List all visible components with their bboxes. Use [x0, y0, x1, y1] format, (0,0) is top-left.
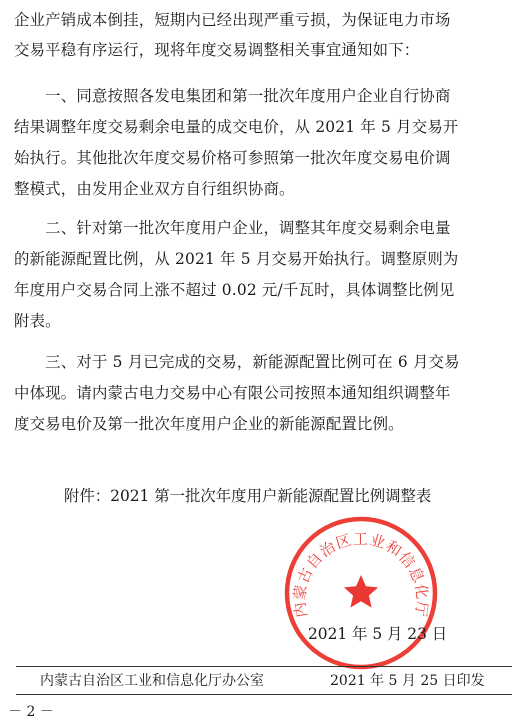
body-line: 的新能源配置比例，从 2021 年 5 月交易开始执行。调整原则为	[14, 250, 459, 268]
body-line: 中体现。请内蒙古电力交易中心有限公司按照本通知组织调整年	[14, 384, 451, 402]
svg-text:内蒙古自治区工业和信息化厅: 内蒙古自治区工业和信息化厅	[290, 530, 432, 619]
official-seal	[282, 514, 440, 672]
body-line: 附表。	[14, 312, 61, 330]
body-line: 三、对于 5 月已完成的交易，新能源配置比例可在 6 月交易	[14, 353, 460, 371]
body-line: 年度用户交易合同上涨不超过 0.02 元/千瓦时，具体调整比例见	[14, 281, 455, 299]
body-line: 始执行。其他批次年度交易价格可参照第一批次年度交易电价调	[14, 149, 451, 167]
footer-rule-bottom	[16, 694, 512, 695]
print-date: 2021 年 5 月 25 日印发	[330, 673, 485, 689]
body-line: 度交易电价及第一批次年度用户企业的新能源配置比例。	[14, 415, 404, 433]
body-line: 整模式，由发用企业双方自行组织协商。	[14, 180, 295, 198]
seal-star-icon	[344, 575, 378, 608]
body-line: 交易平稳有序运行，现将年度交易调整相关事宜通知如下：	[14, 41, 420, 59]
attachment-note: 附件：2021 第一批次年度用户新能源配置比例调整表	[64, 487, 432, 505]
body-line: 一、同意按照各发电集团和第一批次年度用户企业自行协商	[14, 87, 451, 105]
body-line: 结果调整年度交易剩余电量的成交电价，从 2021 年 5 月交易开	[14, 118, 459, 136]
signature-date: 2021 年 5 月 23 日	[308, 625, 448, 643]
body-line: 二、针对第一批次年度用户企业，调整其年度交易剩余电量	[14, 219, 451, 237]
page-number: － 2 －	[8, 704, 54, 720]
issuing-office: 内蒙古自治区工业和信息化厅办公室	[40, 673, 264, 689]
footer-rule-top	[16, 666, 512, 667]
body-line: 企业产销成本倒挂，短期内已经出现严重亏损，为保证电力市场	[14, 11, 451, 29]
